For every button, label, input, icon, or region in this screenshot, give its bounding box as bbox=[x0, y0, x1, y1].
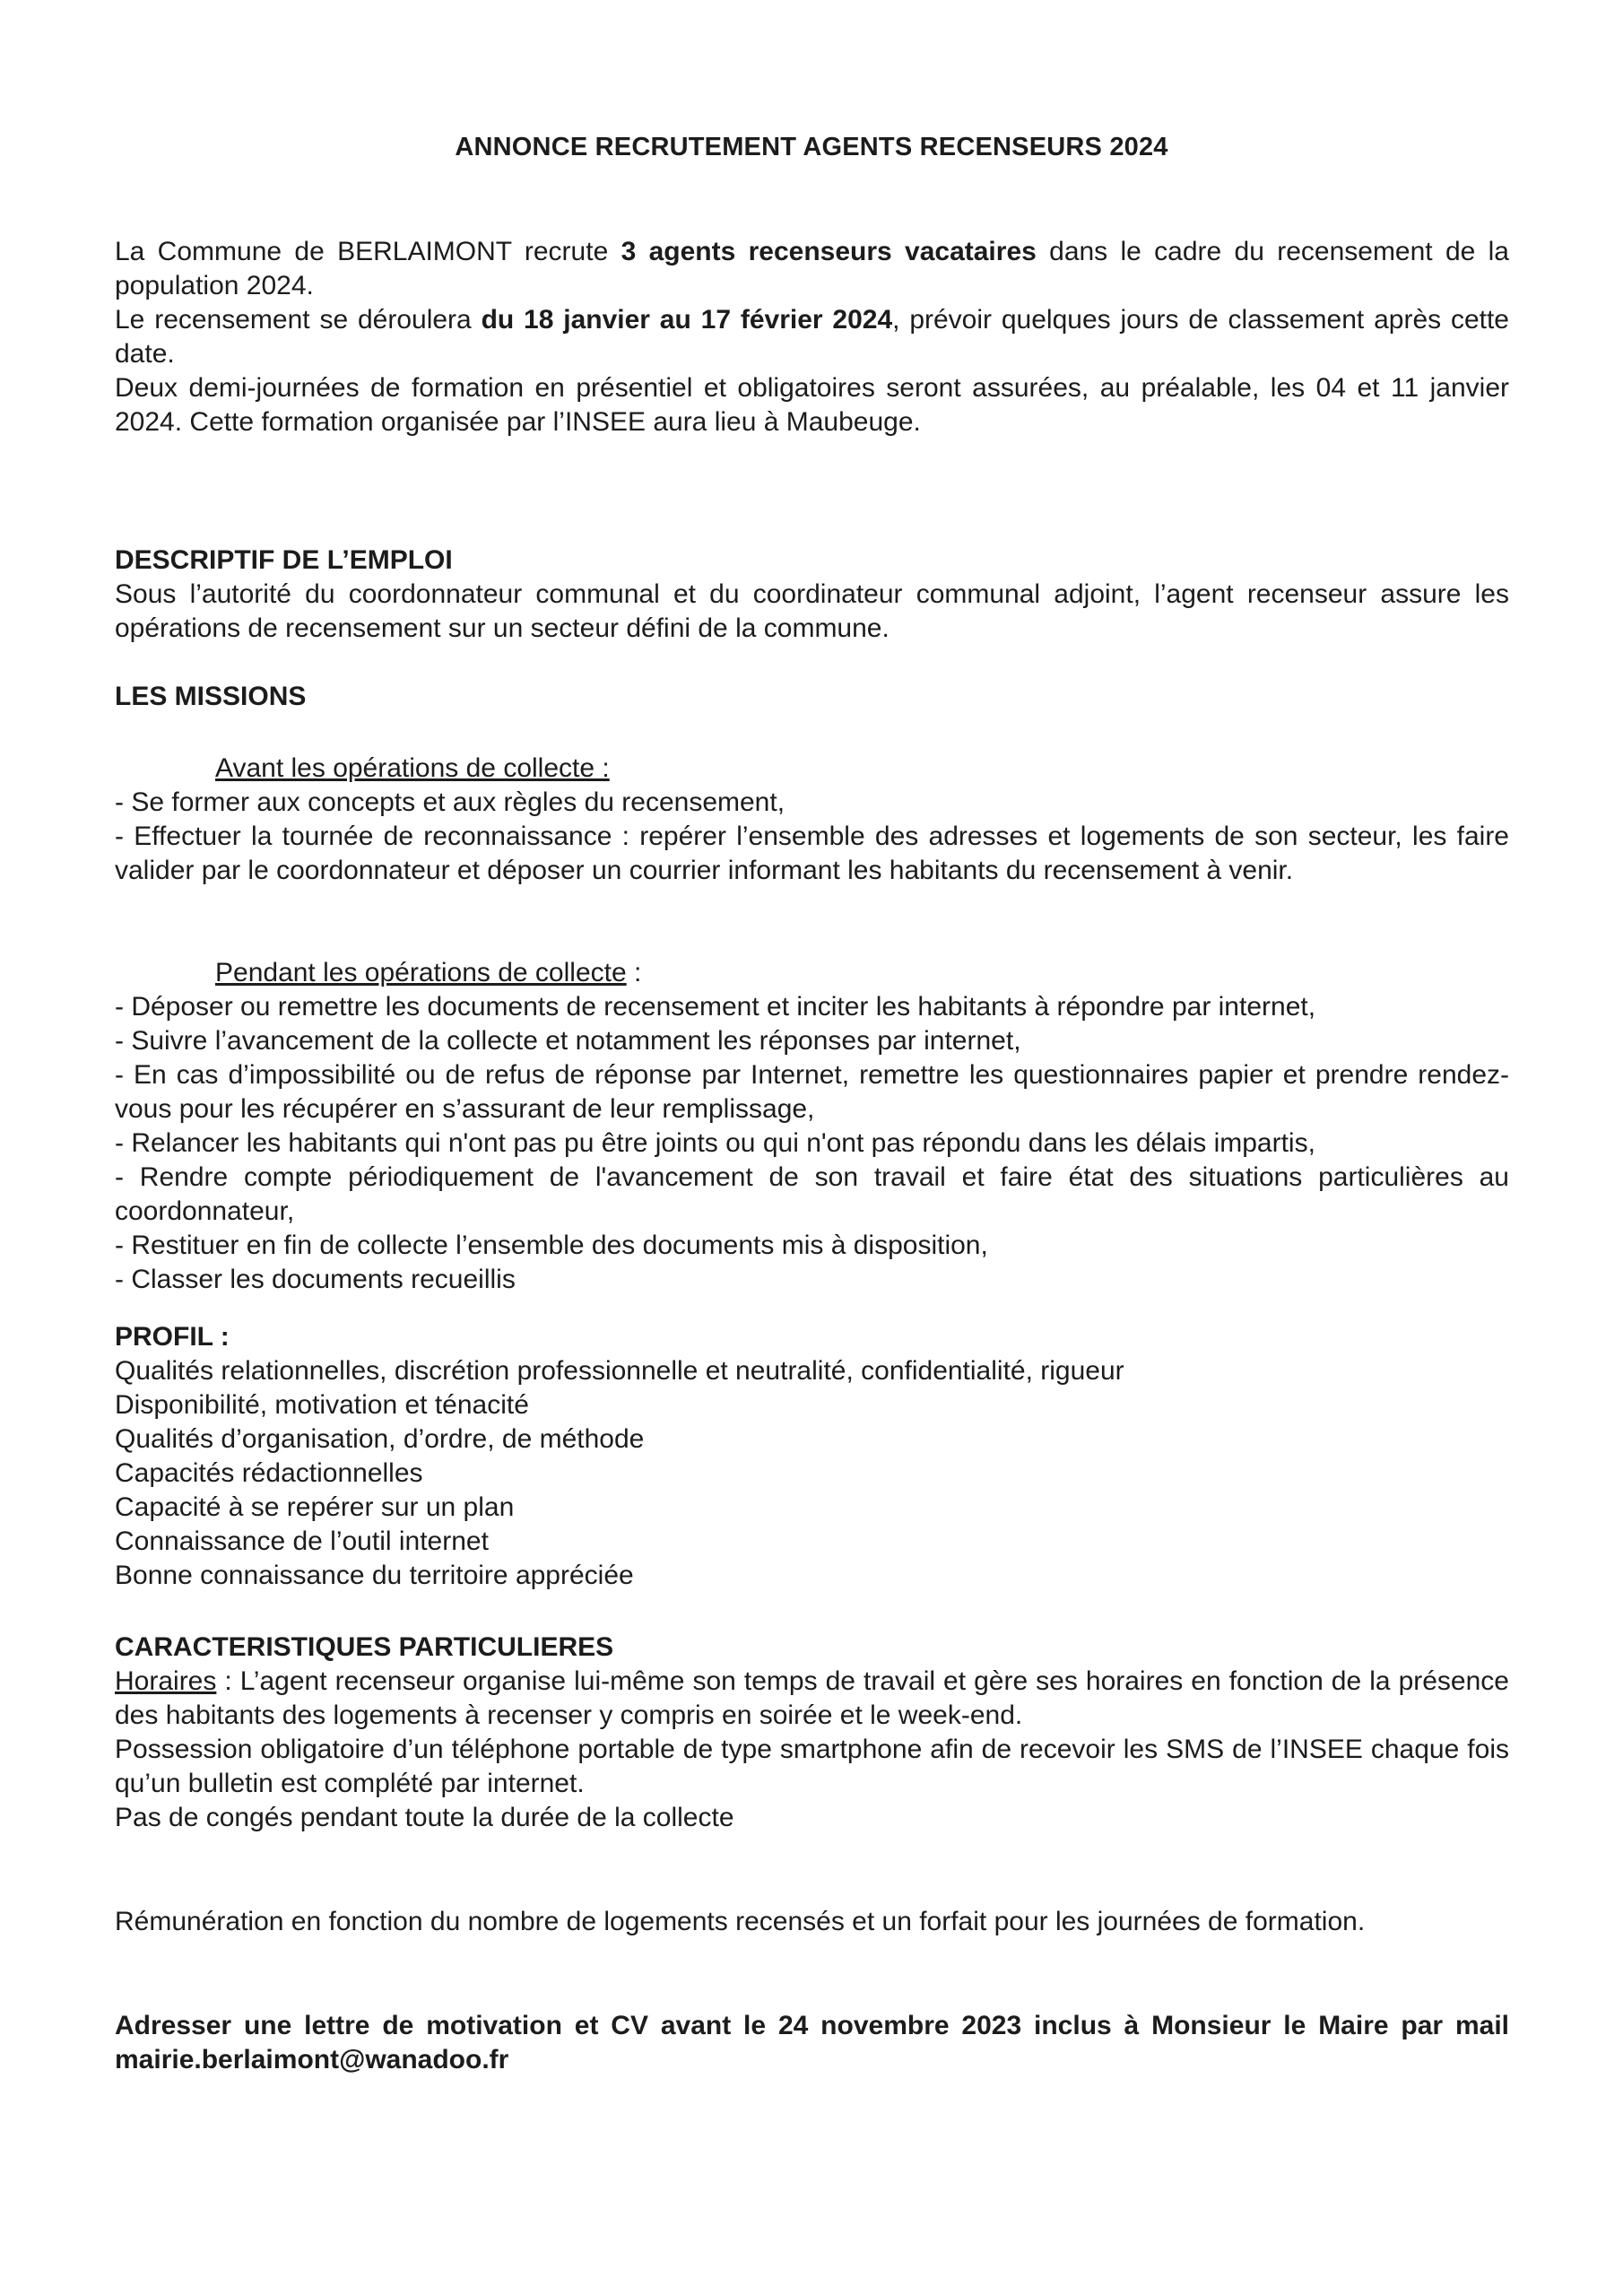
profil-item: Qualités relationnelles, discrétion professionnelle et neutralité, confidentialité, rigueur bbox=[115, 1356, 1124, 1386]
mission-item: - Effectuer la tournée de reconnaissance : repérer l’ensemble des adresses et logements de son secteur, les faire valider par le coordonnateur et déposer un courrier informant les habitants du recensement à venir. bbox=[115, 822, 1509, 885]
missions-heading-block bbox=[115, 680, 1509, 714]
telephone-paragraph: Possession obligatoire d’un téléphone portable de type smartphone afin de recevoir les SMS de l’INSEE chaque fois qu’un bulletin est complété par internet. bbox=[115, 1735, 1509, 1798]
mission-item: - Se former aux concepts et aux règles du recensement, bbox=[115, 787, 785, 817]
mission-item: - Suivre l’avancement de la collecte et notamment les réponses par internet, bbox=[115, 1026, 1021, 1056]
remuneration-text: Rémunération en fonction du nombre de logements recensés et un forfait pour les journées de formation. bbox=[115, 1907, 1366, 1936]
caracteristiques-section bbox=[115, 1631, 1509, 1835]
intro-text: dans le cadre du recensement de la population 2024. bbox=[115, 237, 1509, 300]
pendant-label-line bbox=[115, 956, 1509, 990]
descriptif-section bbox=[115, 544, 1509, 646]
intro-paragraph-3: Deux demi-journées de formation en présentiel et obligatoires seront assurées, au préalable, les 04 et 11 janvier 2024. Cette formation organisée par l’INSEE aura lieu à Maubeuge. bbox=[115, 373, 1509, 437]
intro-section bbox=[115, 235, 1509, 439]
profil-item: Disponibilité, motivation et ténacité bbox=[115, 1390, 529, 1420]
candidature-section bbox=[115, 2009, 1509, 2077]
horaires-text: : L’agent recenseur organise lui-même son temps de travail et gère ses horaires en fonction de la présence des habitants des logements à recenser y compris en soirée et le week-end. bbox=[115, 1666, 1509, 1730]
mission-item: - Déposer ou remettre les documents de recensement et inciter les habitants à répondre par internet, bbox=[115, 992, 1316, 1022]
profil-item: Qualités d’organisation, d’ordre, de méthode bbox=[115, 1424, 645, 1454]
intro-paragraph-2 bbox=[115, 303, 1509, 371]
pendant-label-suffix: : bbox=[626, 958, 642, 987]
horaires-paragraph bbox=[115, 1665, 1509, 1733]
missions-pendant-section bbox=[115, 956, 1509, 1297]
intro-text: , prévoir quelques jours de classement après cette date. bbox=[115, 305, 1509, 369]
profil-item: Bonne connaissance du territoire appréciée bbox=[115, 1561, 634, 1590]
mission-item: - Classer les documents recueillis bbox=[115, 1265, 516, 1294]
remuneration-section bbox=[115, 1905, 1509, 1939]
descriptif-text: Sous l’autorité du coordonnateur communal et du coordinateur communal adjoint, l’agent recenseur assure les opérations de recensement sur un secteur défini de la commune. bbox=[115, 579, 1509, 643]
profil-section bbox=[115, 1320, 1509, 1593]
caracteristiques-heading: CARACTERISTIQUES PARTICULIERES bbox=[115, 1632, 614, 1662]
profil-heading: PROFIL : bbox=[115, 1322, 230, 1352]
profil-item: Capacité à se repérer sur un plan bbox=[115, 1492, 515, 1522]
document-title: ANNONCE RECRUTEMENT AGENTS RECENSEURS 2024 bbox=[455, 133, 1168, 161]
candidature-text: Adresser une lettre de motivation et CV avant le 24 novembre 2023 inclus à Monsieur le Maire par mail mairie.berlaimont@wanadoo.fr bbox=[115, 2011, 1509, 2074]
intro-text: La Commune de BERLAIMONT recrute bbox=[115, 237, 621, 266]
intro-text: Le recensement se déroulera bbox=[115, 305, 482, 335]
intro-highlight-agents: 3 agents recenseurs vacataires bbox=[621, 237, 1037, 266]
conges-paragraph: Pas de congés pendant toute la durée de la collecte bbox=[115, 1803, 734, 1832]
profil-item: Connaissance de l’outil internet bbox=[115, 1526, 489, 1556]
missions-avant-section bbox=[115, 752, 1509, 888]
mission-item: - Rendre compte périodiquement de l'avancement de son travail et faire état des situations particulières au coordonnateur, bbox=[115, 1162, 1509, 1226]
horaires-label: Horaires bbox=[115, 1666, 217, 1696]
mission-item: - En cas d’impossibilité ou de refus de réponse par Internet, remettre les questionnaires papier et prendre rendez-vous pour les récupérer en s’assurant de leur remplissage, bbox=[115, 1060, 1509, 1124]
descriptif-heading: DESCRIPTIF DE L’EMPLOI bbox=[115, 545, 453, 575]
avant-label: Avant les opérations de collecte : bbox=[215, 753, 610, 783]
intro-highlight-dates: du 18 janvier au 17 février 2024 bbox=[481, 305, 893, 335]
profil-item: Capacités rédactionnelles bbox=[115, 1458, 423, 1488]
mission-item: - Restituer en fin de collecte l’ensemble des documents mis à disposition, bbox=[115, 1231, 988, 1260]
mission-item: - Relancer les habitants qui n'ont pas pu être joints ou qui n'ont pas répondu dans les délais impartis, bbox=[115, 1128, 1315, 1158]
avant-label-line bbox=[115, 752, 1509, 786]
pendant-label: Pendant les opérations de collecte bbox=[215, 958, 627, 987]
intro-paragraph-1 bbox=[115, 235, 1509, 303]
missions-heading: LES MISSIONS bbox=[115, 682, 307, 711]
